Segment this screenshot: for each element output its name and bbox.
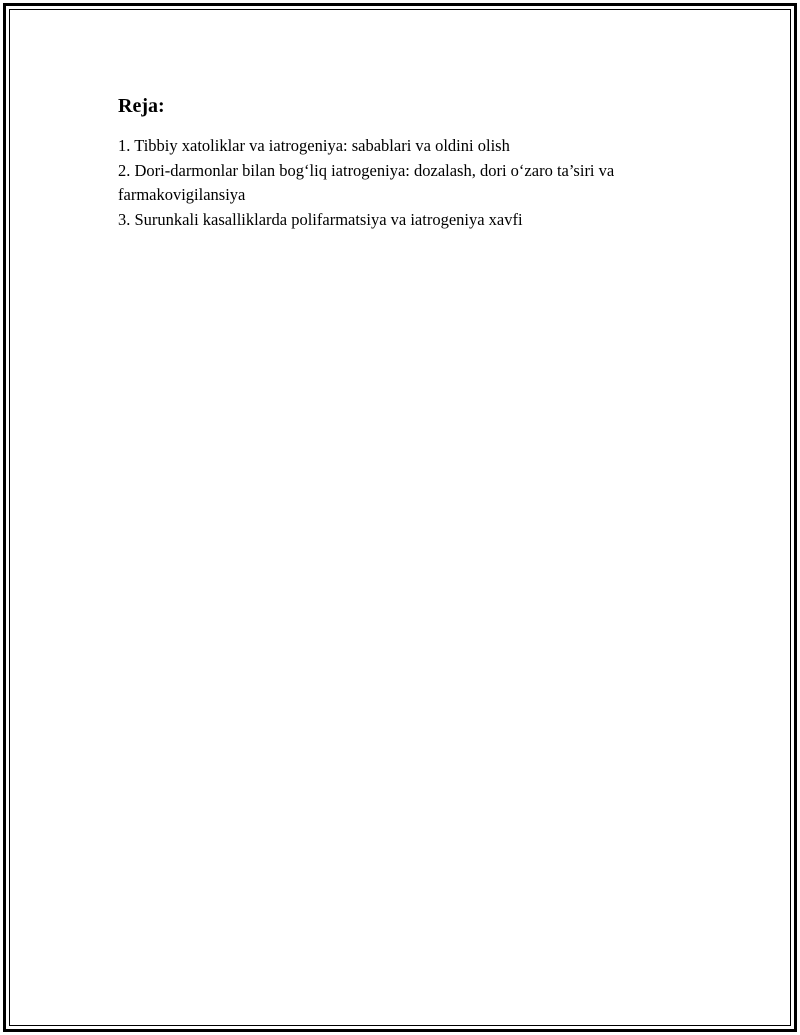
plan-item-2: 2. Dori-darmonlar bilan bog‘liq iatrogeniya: dozalash, dori o‘zaro ta’siri va farmakovigilansiya xyxy=(118,160,615,204)
plan-item-3: 3. Surunkali kasalliklarda polifarmatsiya va iatrogeniya xavfi xyxy=(118,209,523,229)
plan-heading: Reja: xyxy=(118,95,165,117)
plan-list xyxy=(118,134,698,232)
plan-item-1: 1. Tibbiy xatoliklar va iatrogeniya: sabablari va oldini olish xyxy=(118,136,510,155)
document-body xyxy=(118,92,698,232)
